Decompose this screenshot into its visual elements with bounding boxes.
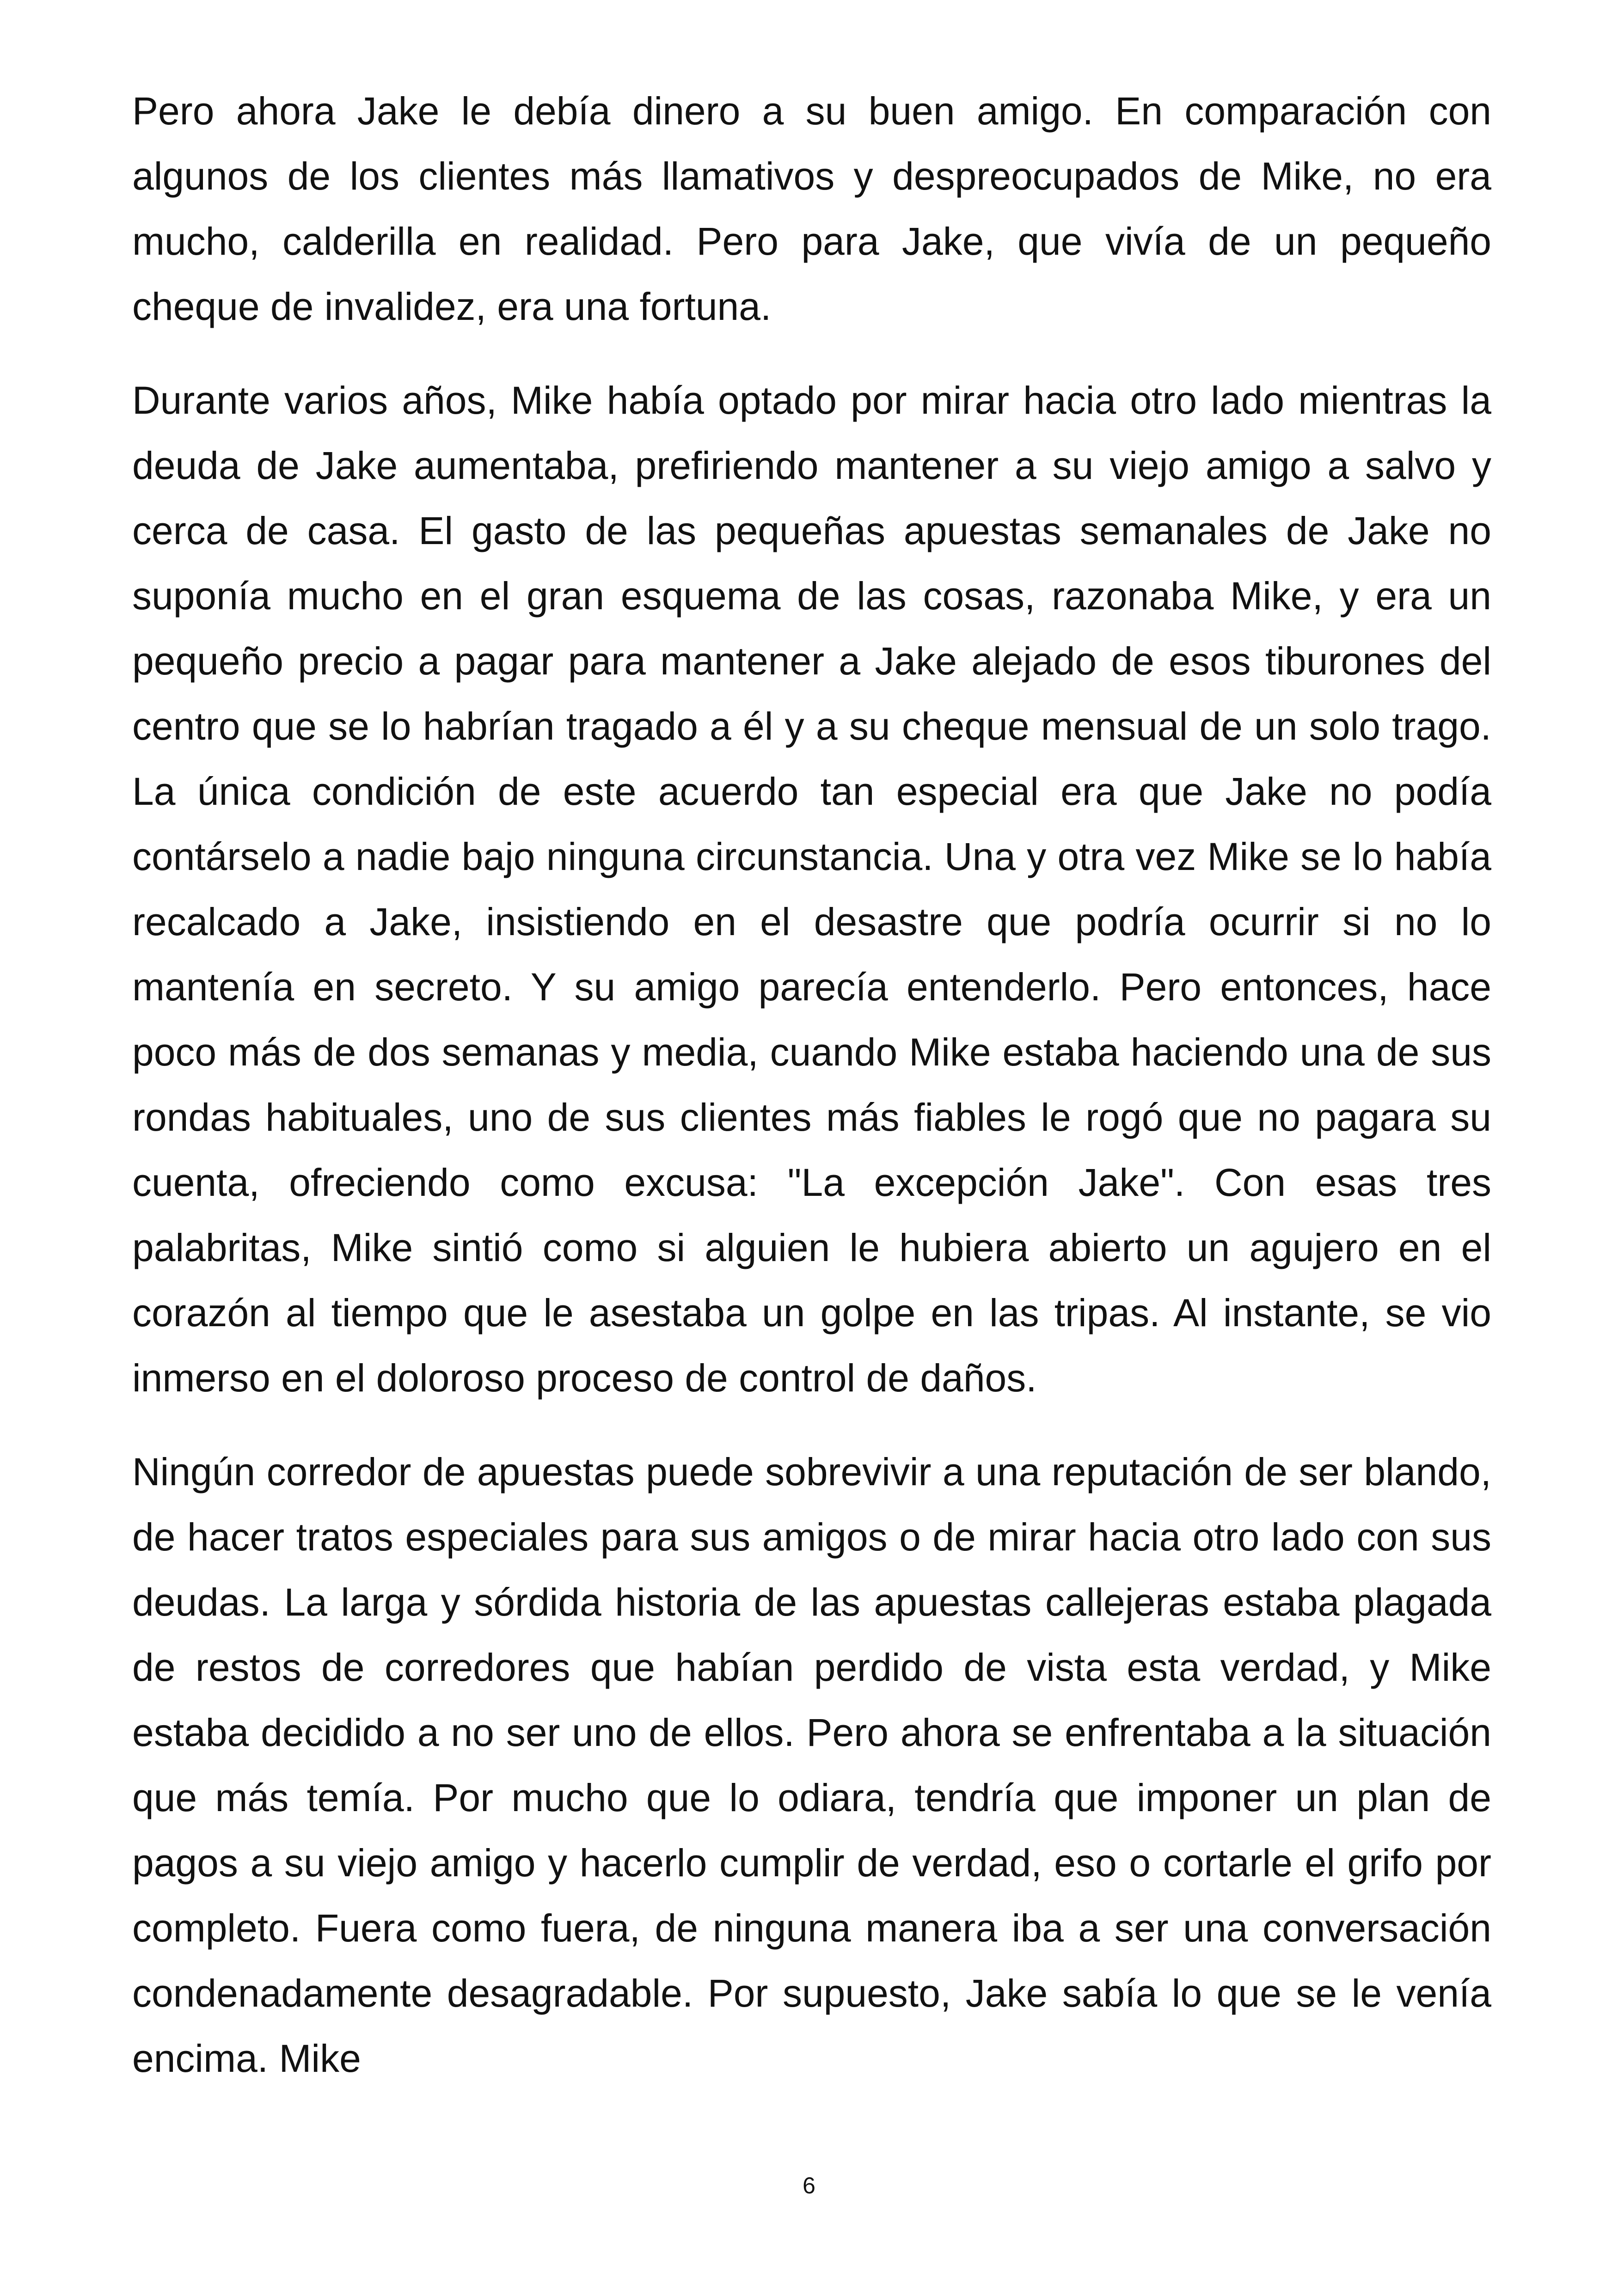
paragraph-2: Durante varios años, Mike había optado por mirar hacia otro lado mientras la deuda de Jake aumentaba, prefiriendo mantener a su viejo amigo a salvo y cerca de casa. El gasto de las pequeñas apuestas semanales de Jake no suponía mucho en el gran esquema de las cosas, razonaba Mike, y era un pequeño precio a pagar para mantener a Jake alejado de esos tiburones del centro que se lo habrían tragado a él y a su cheque mensual de un solo trago. La única condición de este acuerdo tan especial era que Jake no podía contárselo a nadie bajo ninguna circunstancia. Una y otra vez Mike se lo había recalcado a Jake, insistiendo en el desastre que podría ocurrir si no lo mantenía en secreto. Y su amigo parecía entenderlo. Pero entonces, hace poco más de dos semanas y media, cuando Mike estaba haciendo una de sus rondas habituales, uno de sus clientes más fiables le rogó que no pagara su cuenta, ofreciendo como excusa: "La excepción Jake". Con esas tres palabritas, Mike sintió como si alguien le hubiera abierto un agujero en el corazón al tiempo que le asestaba un golpe en las tripas. Al instante, se vio inmerso en el doloroso proceso de control de daños. bbox=[132, 379, 1491, 1400]
paragraph-1: Pero ahora Jake le debía dinero a su buen amigo. En comparación con algunos de los clientes más llamativos y despreocupados de Mike, no era mucho, calderilla en realidad. Pero para Jake, que vivía de un pequeño cheque de invalidez, era una fortuna. bbox=[132, 89, 1491, 328]
paragraph-3: Ningún corredor de apuestas puede sobrevivir a una reputación de ser blando, de hacer tratos especiales para sus amigos o de mirar hacia otro lado con sus deudas. La larga y sórdida historia de las apuestas callejeras estaba plagada de restos de corredores que habían perdido de vista esta verdad, y Mike estaba decidido a no ser uno de ellos. Pero ahora se enfrentaba a la situación que más temía. Por mucho que lo odiara, tendría que imponer un plan de pagos a su viejo amigo y hacerlo cumplir de verdad, eso o cortarle el grifo por completo. Fuera como fuera, de ninguna manera iba a ser una conversación condenadamente desagradable. Por supuesto, Jake sabía lo que se le venía encima. Mike bbox=[132, 1450, 1491, 2080]
body-text bbox=[132, 79, 1491, 2091]
page-number: 6 bbox=[803, 2173, 815, 2198]
